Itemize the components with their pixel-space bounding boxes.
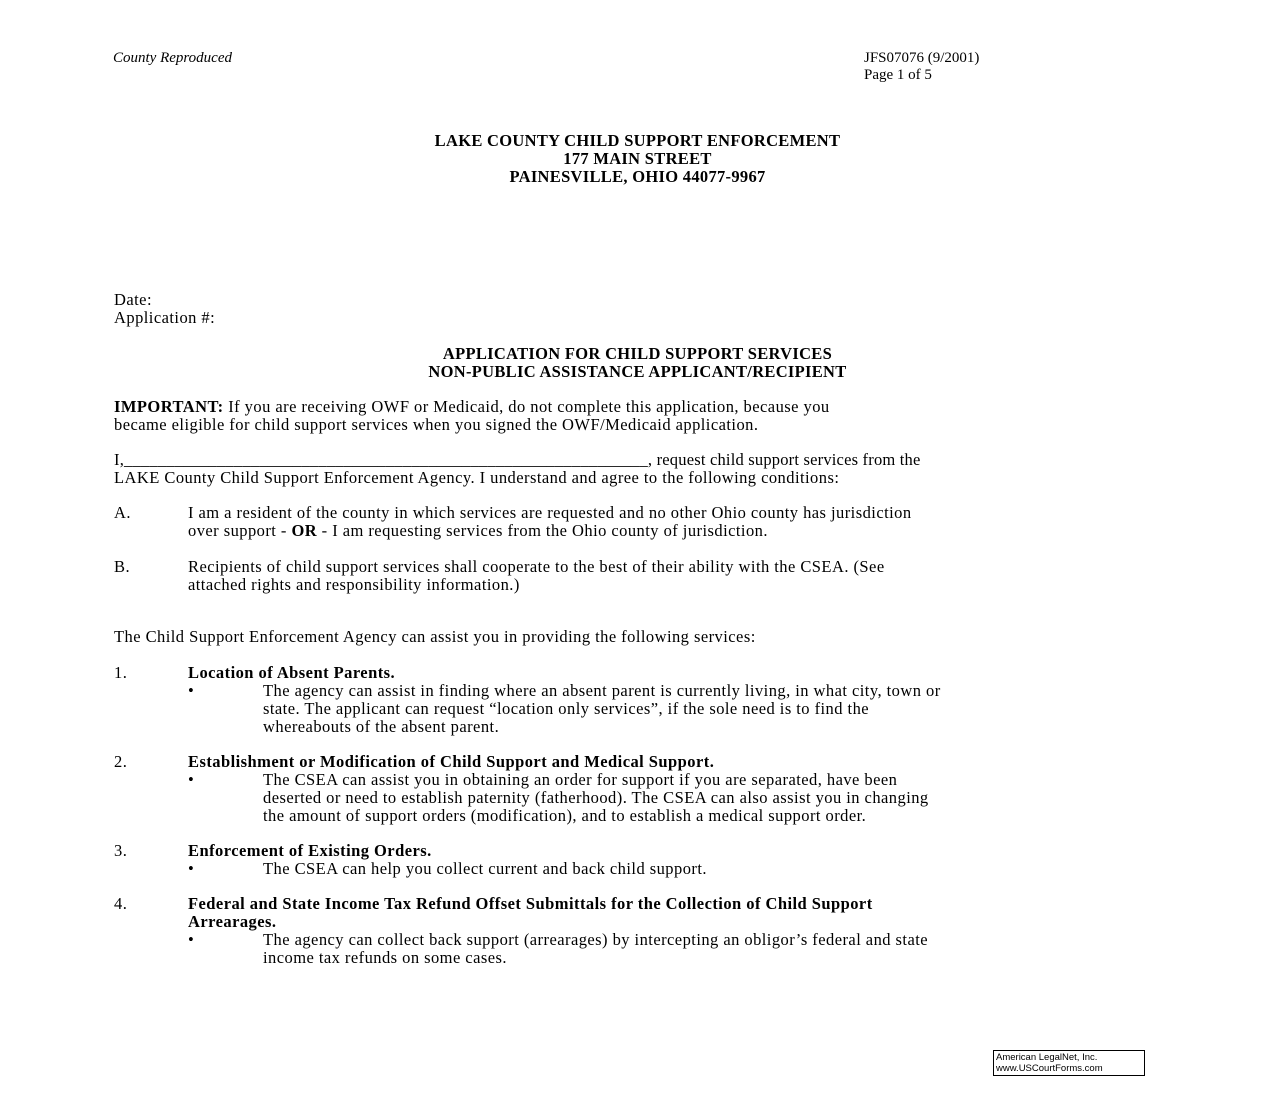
service-text: state. The applicant can request “location only services”, if the sole need is to find the [263, 699, 870, 718]
bullet-icon: • [188, 681, 195, 700]
page-number: Page 1 of 5 [864, 67, 932, 83]
application-number-label: Application #: [114, 308, 216, 327]
request-line: I,______________________________________________________________, request child support services from the [114, 450, 921, 469]
bullet-icon: • [188, 930, 195, 949]
stamp-company: American LegalNet, Inc. [996, 1052, 1098, 1063]
form-subtitle: NON-PUBLIC ASSISTANCE APPLICANT/RECIPIENT [428, 362, 847, 381]
important-text: If you are receiving OWF or Medicaid, do not complete this application, because you [223, 397, 830, 416]
service-number: 2. [114, 752, 128, 771]
form-title: APPLICATION FOR CHILD SUPPORT SERVICES [442, 344, 833, 363]
services-intro: The Child Support Enforcement Agency can assist you in providing the following services: [114, 627, 756, 646]
condition-text: I am a resident of the county in which services are requested and no other Ohio county has jurisdiction [188, 503, 912, 522]
condition-text: attached rights and responsibility information.) [188, 575, 520, 594]
important-notice [114, 398, 830, 416]
or-emphasis: OR [291, 521, 318, 540]
service-text: The agency can collect back support (arrearages) by intercepting an obligor’s federal and state [263, 930, 929, 949]
bullet-icon: • [188, 770, 195, 789]
condition-text: Recipients of child support services shall cooperate to the best of their ability with the CSEA. (See [188, 557, 885, 576]
agency-name: LAKE COUNTY CHILD SUPPORT ENFORCEMENT [434, 131, 841, 150]
agency-city: PAINESVILLE, OHIO 44077-9967 [509, 167, 766, 186]
service-title: Federal and State Income Tax Refund Offset Submittals for the Collection of Child Support [188, 894, 873, 913]
service-title: Establishment or Modification of Child Support and Medical Support. [188, 752, 715, 771]
agency-street: 177 MAIN STREET [563, 149, 712, 168]
service-title: Location of Absent Parents. [188, 663, 396, 682]
county-reproduced: County Reproduced [113, 50, 232, 66]
date-label: Date: [114, 290, 152, 309]
form-id: JFS07076 (9/2001) [864, 50, 980, 66]
bullet-icon: • [188, 859, 195, 878]
service-title: Enforcement of Existing Orders. [188, 841, 432, 860]
service-number: 1. [114, 663, 128, 682]
important-label: IMPORTANT: [114, 397, 224, 416]
service-number: 4. [114, 894, 128, 913]
service-number: 3. [114, 841, 128, 860]
condition-marker: B. [114, 557, 131, 576]
service-text: The agency can assist in finding where an absent parent is currently living, in what city, town or [263, 681, 941, 700]
publisher-stamp [993, 1050, 1145, 1076]
request-line-2: LAKE County Child Support Enforcement Agency. I understand and agree to the following conditions: [114, 468, 840, 487]
service-text: income tax refunds on some cases. [263, 948, 507, 967]
service-text: whereabouts of the absent parent. [263, 717, 500, 736]
service-text: The CSEA can help you collect current and back child support. [263, 859, 707, 878]
stamp-url: www.USCourtForms.com [996, 1063, 1103, 1074]
important-text-2: became eligible for child support services when you signed the OWF/Medicaid application. [114, 415, 759, 434]
condition-text: over support - OR - I am requesting services from the Ohio county of jurisdiction. [188, 521, 768, 540]
condition-marker: A. [114, 503, 131, 522]
service-title: Arrearages. [188, 912, 277, 931]
service-text: deserted or need to establish paternity (fatherhood). The CSEA can also assist you in changing [263, 788, 929, 807]
service-text: The CSEA can assist you in obtaining an order for support if you are separated, have been [263, 770, 898, 789]
service-text: the amount of support orders (modification), and to establish a medical support order. [263, 806, 867, 825]
